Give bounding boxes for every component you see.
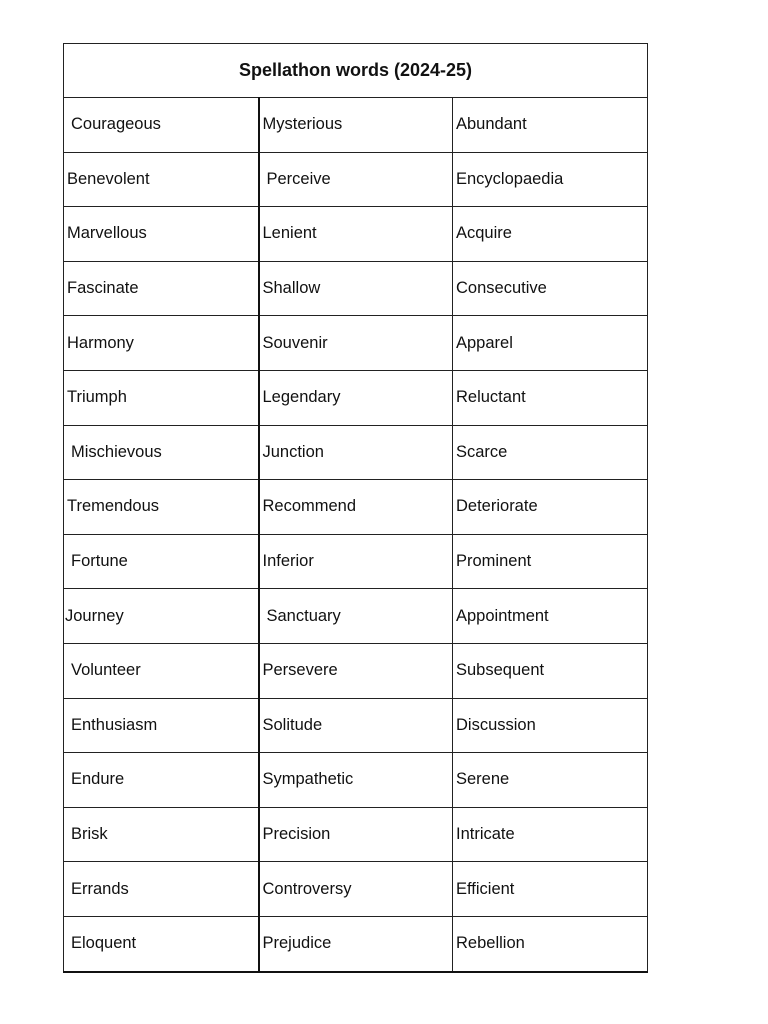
table-row [64,643,648,698]
word-cell: Brisk [64,807,259,862]
word-cell: Enthusiasm [64,698,259,753]
word-cell: Serene [453,753,648,808]
word-cell: Legendary [259,370,453,425]
word-cell: Mysterious [259,98,453,153]
table-row [64,480,648,535]
word-cell: Sympathetic [259,753,453,808]
table-row [64,807,648,862]
table-row [64,261,648,316]
word-cell: Fortune [64,534,259,589]
table-row [64,370,648,425]
table-row [64,862,648,917]
word-cell: Journey [64,589,259,644]
word-cell: Consecutive [453,261,648,316]
word-cell: Recommend [259,480,453,535]
table-row [64,98,648,153]
word-cell: Reluctant [453,370,648,425]
word-cell: Prejudice [259,916,453,971]
word-table-body [64,98,648,972]
word-cell: Solitude [259,698,453,753]
word-cell: Errands [64,862,259,917]
word-cell: Subsequent [453,643,648,698]
word-cell: Inferior [259,534,453,589]
word-cell: Persevere [259,643,453,698]
table-row [64,698,648,753]
word-cell: Appointment [453,589,648,644]
word-cell: Deteriorate [453,480,648,535]
word-cell: Eloquent [64,916,259,971]
word-cell: Lenient [259,207,453,262]
word-cell: Perceive [259,152,453,207]
table-title-row [64,44,648,98]
table-row [64,152,648,207]
word-cell: Encyclopaedia [453,152,648,207]
word-cell: Apparel [453,316,648,371]
table-title: Spellathon words (2024-25) [64,44,648,98]
word-cell: Mischievous [64,425,259,480]
word-cell: Triumph [64,370,259,425]
word-cell: Souvenir [259,316,453,371]
word-cell: Discussion [453,698,648,753]
table-row [64,207,648,262]
word-cell: Rebellion [453,916,648,971]
word-cell: Shallow [259,261,453,316]
word-cell: Endure [64,753,259,808]
word-cell: Precision [259,807,453,862]
table-row [64,425,648,480]
table-row [64,534,648,589]
word-cell: Tremendous [64,480,259,535]
word-cell: Fascinate [64,261,259,316]
word-cell: Acquire [453,207,648,262]
word-cell: Benevolent [64,152,259,207]
word-cell: Controversy [259,862,453,917]
table-row [64,316,648,371]
word-cell: Harmony [64,316,259,371]
word-cell: Volunteer [64,643,259,698]
word-cell: Abundant [453,98,648,153]
word-cell: Prominent [453,534,648,589]
word-cell: Junction [259,425,453,480]
word-cell: Marvellous [64,207,259,262]
word-cell: Scarce [453,425,648,480]
word-cell: Courageous [64,98,259,153]
table-row [64,589,648,644]
table-row [64,753,648,808]
word-cell: Sanctuary [259,589,453,644]
table-row [64,916,648,971]
word-cell: Efficient [453,862,648,917]
spellathon-word-table [63,43,648,973]
word-cell: Intricate [453,807,648,862]
